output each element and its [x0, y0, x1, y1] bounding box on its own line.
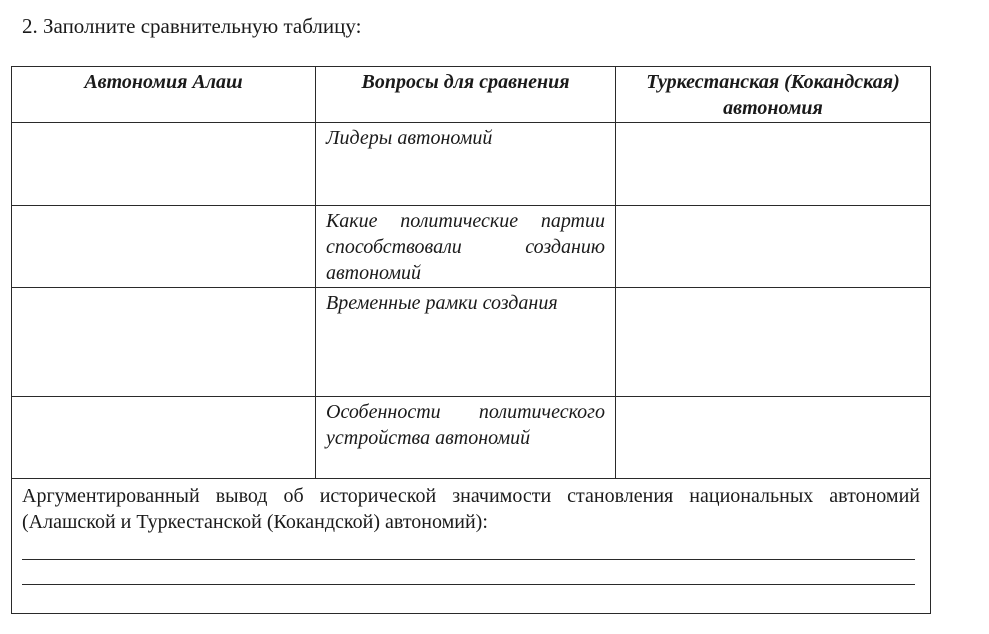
answer-line-2[interactable] [22, 584, 915, 585]
alash-cell-leaders[interactable] [12, 123, 316, 206]
alash-cell-structure[interactable] [12, 397, 316, 479]
header-questions: Вопросы для сравнения [316, 67, 616, 123]
table-row [12, 123, 931, 206]
answer-line-1[interactable] [22, 559, 915, 560]
turkestan-cell-leaders[interactable] [616, 123, 931, 206]
question-parties: Какие политические партии способствовали созданию автономий [316, 206, 616, 288]
alash-cell-timeframe[interactable] [12, 288, 316, 397]
conclusion-prompt: Аргументированный вывод об исторической значимости становления национальных автономий (Алашской и Туркестанской (Кокандской) автономий): [22, 485, 920, 533]
comparison-table [11, 66, 931, 614]
header-turkestan: Туркестанская (Кокандская) автономия [616, 67, 931, 123]
question-timeframe: Временные рамки создания [316, 288, 616, 397]
table-row [12, 206, 931, 288]
conclusion-cell [12, 479, 931, 614]
alash-cell-parties[interactable] [12, 206, 316, 288]
header-row [12, 67, 931, 123]
turkestan-cell-structure[interactable] [616, 397, 931, 479]
header-alash: Автономия Алаш [12, 67, 316, 123]
conclusion-row [12, 479, 931, 614]
task-title: 2. Заполните сравнительную таблицу: [22, 14, 362, 38]
question-structure: Особенности политического устройства автономий [316, 397, 616, 479]
turkestan-cell-parties[interactable] [616, 206, 931, 288]
question-leaders: Лидеры автономий [316, 123, 616, 206]
table-row [12, 288, 931, 397]
turkestan-cell-timeframe[interactable] [616, 288, 931, 397]
table-row [12, 397, 931, 479]
